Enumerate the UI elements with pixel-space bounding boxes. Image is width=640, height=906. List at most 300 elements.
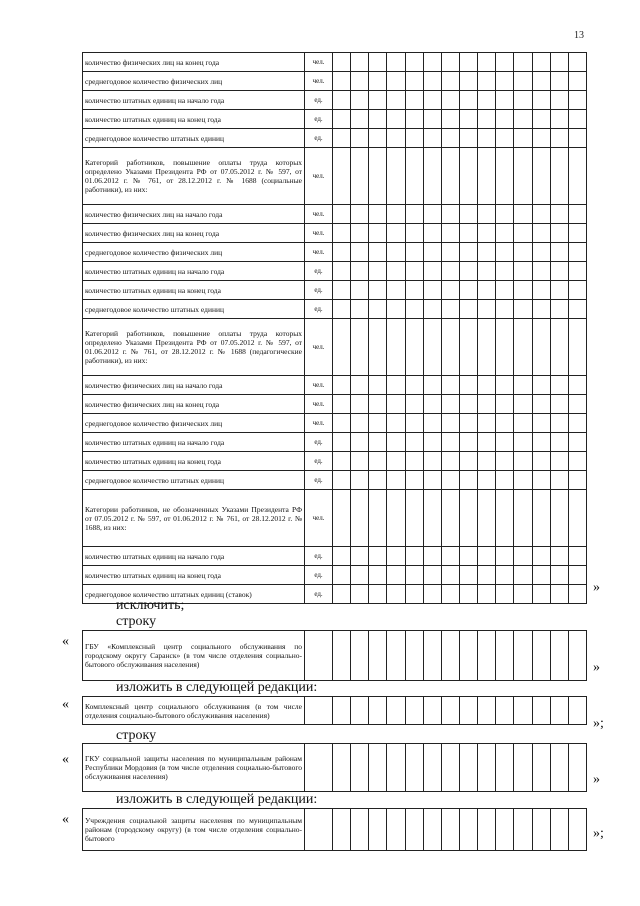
empty-cell (478, 376, 496, 395)
empty-cell (496, 205, 514, 224)
empty-cell (351, 631, 369, 681)
row-description: количество физических лиц на начало года (83, 205, 305, 224)
empty-cell (369, 72, 387, 91)
empty-cell (514, 744, 532, 792)
table-row (83, 53, 587, 72)
row-unit: ед. (305, 110, 333, 129)
empty-cell (405, 262, 423, 281)
empty-cell (496, 110, 514, 129)
empty-cell (369, 53, 387, 72)
empty-cell (405, 205, 423, 224)
empty-cell (568, 547, 586, 566)
fragment-row-1 (83, 631, 587, 681)
empty-cell (478, 53, 496, 72)
empty-cell (441, 547, 459, 566)
empty-cell (441, 224, 459, 243)
empty-cell (568, 697, 586, 725)
empty-cell (514, 72, 532, 91)
empty-cell (496, 91, 514, 110)
empty-cell (423, 452, 441, 471)
empty-cell (514, 631, 532, 681)
row-unit: ед. (305, 471, 333, 490)
empty-cell (459, 414, 477, 433)
empty-cell (568, 490, 586, 547)
empty-cell (550, 53, 568, 72)
empty-cell (459, 262, 477, 281)
empty-cell (423, 490, 441, 547)
empty-cell (423, 243, 441, 262)
row-unit: ед. (305, 281, 333, 300)
empty-cell (514, 224, 532, 243)
empty-cell (459, 148, 477, 205)
empty-cell (459, 376, 477, 395)
empty-cell (351, 566, 369, 585)
empty-cell (532, 376, 550, 395)
empty-cell (568, 129, 586, 148)
empty-cell (387, 224, 405, 243)
empty-cell (351, 300, 369, 319)
empty-cell (405, 72, 423, 91)
empty-cell (568, 300, 586, 319)
empty-cell (514, 809, 532, 851)
empty-cell (478, 262, 496, 281)
empty-cell (568, 72, 586, 91)
empty-cell (514, 395, 532, 414)
empty-cell (514, 547, 532, 566)
row-description: количество штатных единиц на начало года (83, 262, 305, 281)
empty-cell (441, 395, 459, 414)
empty-cell (496, 72, 514, 91)
row-description: количество физических лиц на конец года (83, 224, 305, 243)
row-description: среднегодовое количество физических лиц (83, 414, 305, 433)
empty-cell (550, 414, 568, 433)
row-description: количество штатных единиц на конец года (83, 452, 305, 471)
empty-cell (568, 414, 586, 433)
row-unit: чел. (305, 243, 333, 262)
empty-cell (369, 91, 387, 110)
empty-cell (514, 91, 532, 110)
empty-cell (550, 205, 568, 224)
empty-cell (478, 490, 496, 547)
fragment-row-4-unit (305, 809, 333, 851)
empty-cell (459, 471, 477, 490)
empty-cell (478, 110, 496, 129)
fragment-row-4 (83, 809, 587, 851)
empty-cell (568, 433, 586, 452)
empty-cell (423, 547, 441, 566)
empty-cell (568, 744, 586, 792)
row-description: среднегодовое количество штатных единиц (83, 300, 305, 319)
empty-cell (423, 91, 441, 110)
empty-cell (550, 72, 568, 91)
empty-cell (478, 129, 496, 148)
row-unit: ед. (305, 262, 333, 281)
instruction-line-1: строку (116, 614, 157, 629)
empty-cell (550, 129, 568, 148)
empty-cell (387, 91, 405, 110)
empty-cell (496, 433, 514, 452)
empty-cell (369, 566, 387, 585)
empty-cell (351, 490, 369, 547)
empty-cell (387, 262, 405, 281)
empty-cell (405, 809, 423, 851)
empty-cell (478, 433, 496, 452)
empty-cell (568, 631, 586, 681)
empty-cell (369, 262, 387, 281)
empty-cell (333, 205, 351, 224)
empty-cell (405, 490, 423, 547)
empty-cell (351, 547, 369, 566)
empty-cell (550, 281, 568, 300)
empty-cell (351, 281, 369, 300)
empty-cell (333, 433, 351, 452)
table-row (83, 319, 587, 376)
row-description: количество штатных единиц на начало года (83, 91, 305, 110)
empty-cell (532, 433, 550, 452)
empty-cell (441, 631, 459, 681)
empty-cell (333, 471, 351, 490)
empty-cell (351, 395, 369, 414)
table-row (83, 433, 587, 452)
empty-cell (351, 471, 369, 490)
empty-cell (405, 395, 423, 414)
page-number: 13 (574, 30, 584, 41)
empty-cell (405, 376, 423, 395)
empty-cell (369, 585, 387, 604)
row-description: среднегодовое количество физических лиц (83, 243, 305, 262)
empty-cell (550, 300, 568, 319)
empty-cell (496, 809, 514, 851)
table-row (83, 129, 587, 148)
empty-cell (568, 452, 586, 471)
row-description: среднегодовое количество физических лиц (83, 72, 305, 91)
row-description: среднегодовое количество штатных единиц (83, 471, 305, 490)
empty-cell (478, 281, 496, 300)
empty-cell (369, 433, 387, 452)
empty-cell (478, 809, 496, 851)
empty-cell (333, 697, 351, 725)
empty-cell (405, 281, 423, 300)
empty-cell (550, 395, 568, 414)
empty-cell (550, 566, 568, 585)
table-row (83, 547, 587, 566)
empty-cell (333, 566, 351, 585)
empty-cell (423, 53, 441, 72)
empty-cell (532, 319, 550, 376)
empty-cell (532, 471, 550, 490)
empty-cell (514, 376, 532, 395)
closing-quote-semicolon-2: »; (593, 826, 604, 841)
empty-cell (568, 262, 586, 281)
row-unit: ед. (305, 129, 333, 148)
empty-cell (550, 433, 568, 452)
empty-cell (441, 281, 459, 300)
empty-cell (351, 243, 369, 262)
fragment-table-1 (82, 630, 587, 681)
empty-cell (441, 129, 459, 148)
empty-cell (568, 471, 586, 490)
empty-cell (441, 148, 459, 205)
opening-quote-4: « (62, 812, 69, 827)
empty-cell (496, 490, 514, 547)
empty-cell (423, 744, 441, 792)
empty-cell (441, 262, 459, 281)
empty-cell (369, 376, 387, 395)
empty-cell (478, 471, 496, 490)
empty-cell (351, 110, 369, 129)
empty-cell (441, 585, 459, 604)
row-unit: ед. (305, 91, 333, 110)
empty-cell (441, 490, 459, 547)
empty-cell (333, 110, 351, 129)
empty-cell (351, 319, 369, 376)
empty-cell (478, 744, 496, 792)
empty-cell (405, 414, 423, 433)
empty-cell (459, 744, 477, 792)
empty-cell (496, 452, 514, 471)
empty-cell (478, 414, 496, 433)
empty-cell (333, 281, 351, 300)
closing-quote-1: » (593, 660, 600, 675)
empty-cell (550, 91, 568, 110)
empty-cell (333, 262, 351, 281)
empty-cell (423, 631, 441, 681)
empty-cell (532, 262, 550, 281)
empty-cell (514, 566, 532, 585)
empty-cell (459, 110, 477, 129)
empty-cell (387, 697, 405, 725)
empty-cell (351, 433, 369, 452)
row-unit: чел. (305, 53, 333, 72)
empty-cell (423, 72, 441, 91)
empty-cell (387, 205, 405, 224)
empty-cell (387, 376, 405, 395)
empty-cell (459, 224, 477, 243)
main-table (82, 52, 587, 604)
empty-cell (514, 243, 532, 262)
row-unit: чел. (305, 72, 333, 91)
empty-cell (459, 566, 477, 585)
row-unit: ед. (305, 547, 333, 566)
empty-cell (459, 53, 477, 72)
empty-cell (405, 566, 423, 585)
table-row (83, 262, 587, 281)
empty-cell (387, 566, 405, 585)
empty-cell (369, 281, 387, 300)
empty-cell (568, 376, 586, 395)
empty-cell (333, 547, 351, 566)
row-unit: ед. (305, 300, 333, 319)
empty-cell (532, 585, 550, 604)
empty-cell (387, 243, 405, 262)
empty-cell (496, 224, 514, 243)
empty-cell (459, 809, 477, 851)
table-row (83, 376, 587, 395)
empty-cell (405, 452, 423, 471)
empty-cell (423, 110, 441, 129)
closing-quote-main: » (593, 580, 600, 595)
empty-cell (387, 281, 405, 300)
empty-cell (532, 91, 550, 110)
empty-cell (441, 376, 459, 395)
empty-cell (550, 471, 568, 490)
empty-cell (423, 376, 441, 395)
row-description: среднегодовое количество штатных единиц (83, 129, 305, 148)
table-row (83, 91, 587, 110)
empty-cell (387, 744, 405, 792)
opening-quote-1: « (62, 634, 69, 649)
empty-cell (532, 148, 550, 205)
empty-cell (369, 547, 387, 566)
empty-cell (387, 319, 405, 376)
empty-cell (441, 91, 459, 110)
empty-cell (568, 319, 586, 376)
empty-cell (459, 547, 477, 566)
empty-cell (333, 148, 351, 205)
empty-cell (459, 300, 477, 319)
closing-quote-semicolon-1: »; (593, 716, 604, 731)
empty-cell (568, 243, 586, 262)
empty-cell (387, 414, 405, 433)
empty-cell (568, 148, 586, 205)
empty-cell (333, 631, 351, 681)
empty-cell (496, 585, 514, 604)
empty-cell (333, 129, 351, 148)
empty-cell (459, 490, 477, 547)
empty-cell (514, 110, 532, 129)
row-unit: чел. (305, 376, 333, 395)
empty-cell (387, 53, 405, 72)
row-unit: чел. (305, 395, 333, 414)
empty-cell (369, 744, 387, 792)
empty-cell (333, 53, 351, 72)
empty-cell (550, 376, 568, 395)
empty-cell (514, 205, 532, 224)
empty-cell (387, 452, 405, 471)
empty-cell (423, 395, 441, 414)
empty-cell (333, 490, 351, 547)
fragment-row-1-desc: ГБУ «Комплексный центр социального обслуживания по городскому округу Саранск» (в том числе отделения социально-бытового обслуживания населения) (83, 631, 305, 681)
row-description: количество штатных единиц на конец года (83, 566, 305, 585)
empty-cell (369, 319, 387, 376)
empty-cell (532, 452, 550, 471)
empty-cell (387, 433, 405, 452)
row-unit: чел. (305, 414, 333, 433)
empty-cell (405, 300, 423, 319)
empty-cell (478, 566, 496, 585)
empty-cell (550, 262, 568, 281)
empty-cell (423, 300, 441, 319)
empty-cell (532, 744, 550, 792)
fragment-row-2 (83, 697, 587, 725)
empty-cell (496, 471, 514, 490)
empty-cell (405, 148, 423, 205)
empty-cell (405, 110, 423, 129)
row-description: Категории работников, не обозначенных Указами Президента РФ от 07.05.2012 г. № 597, от 01.06.2012 г. № 761, от 28.12.2012 г. № 1688, из них: (83, 490, 305, 547)
empty-cell (568, 585, 586, 604)
empty-cell (351, 72, 369, 91)
empty-cell (387, 300, 405, 319)
empty-cell (351, 452, 369, 471)
empty-cell (351, 53, 369, 72)
empty-cell (369, 414, 387, 433)
empty-cell (496, 547, 514, 566)
empty-cell (514, 262, 532, 281)
empty-cell (333, 452, 351, 471)
empty-cell (441, 72, 459, 91)
empty-cell (423, 809, 441, 851)
empty-cell (405, 585, 423, 604)
empty-cell (333, 72, 351, 91)
empty-cell (423, 471, 441, 490)
empty-cell (459, 205, 477, 224)
empty-cell (333, 300, 351, 319)
empty-cell (405, 744, 423, 792)
empty-cell (496, 566, 514, 585)
empty-cell (514, 281, 532, 300)
empty-cell (459, 697, 477, 725)
table-row (83, 243, 587, 262)
empty-cell (550, 631, 568, 681)
empty-cell (459, 91, 477, 110)
empty-cell (369, 300, 387, 319)
empty-cell (333, 243, 351, 262)
empty-cell (369, 110, 387, 129)
empty-cell (568, 91, 586, 110)
table-row (83, 224, 587, 243)
empty-cell (496, 414, 514, 433)
fragment-table-3 (82, 743, 587, 792)
empty-cell (568, 566, 586, 585)
empty-cell (405, 129, 423, 148)
table-row (83, 452, 587, 471)
row-unit: чел. (305, 224, 333, 243)
empty-cell (514, 300, 532, 319)
empty-cell (496, 376, 514, 395)
empty-cell (532, 414, 550, 433)
empty-cell (369, 490, 387, 547)
row-unit: чел. (305, 148, 333, 205)
empty-cell (423, 414, 441, 433)
empty-cell (423, 129, 441, 148)
empty-cell (351, 262, 369, 281)
instruction-replace-1: изложить в следующей редакции: (116, 680, 318, 695)
empty-cell (387, 129, 405, 148)
empty-cell (478, 452, 496, 471)
empty-cell (550, 697, 568, 725)
row-unit: чел. (305, 490, 333, 547)
empty-cell (532, 490, 550, 547)
empty-cell (387, 110, 405, 129)
empty-cell (568, 809, 586, 851)
empty-cell (441, 243, 459, 262)
empty-cell (568, 110, 586, 129)
table-row (83, 110, 587, 129)
empty-cell (550, 224, 568, 243)
empty-cell (532, 243, 550, 262)
empty-cell (441, 697, 459, 725)
empty-cell (351, 744, 369, 792)
empty-cell (532, 110, 550, 129)
empty-cell (369, 809, 387, 851)
empty-cell (351, 376, 369, 395)
empty-cell (478, 547, 496, 566)
empty-cell (441, 433, 459, 452)
empty-cell (496, 129, 514, 148)
empty-cell (550, 547, 568, 566)
empty-cell (405, 319, 423, 376)
empty-cell (441, 566, 459, 585)
